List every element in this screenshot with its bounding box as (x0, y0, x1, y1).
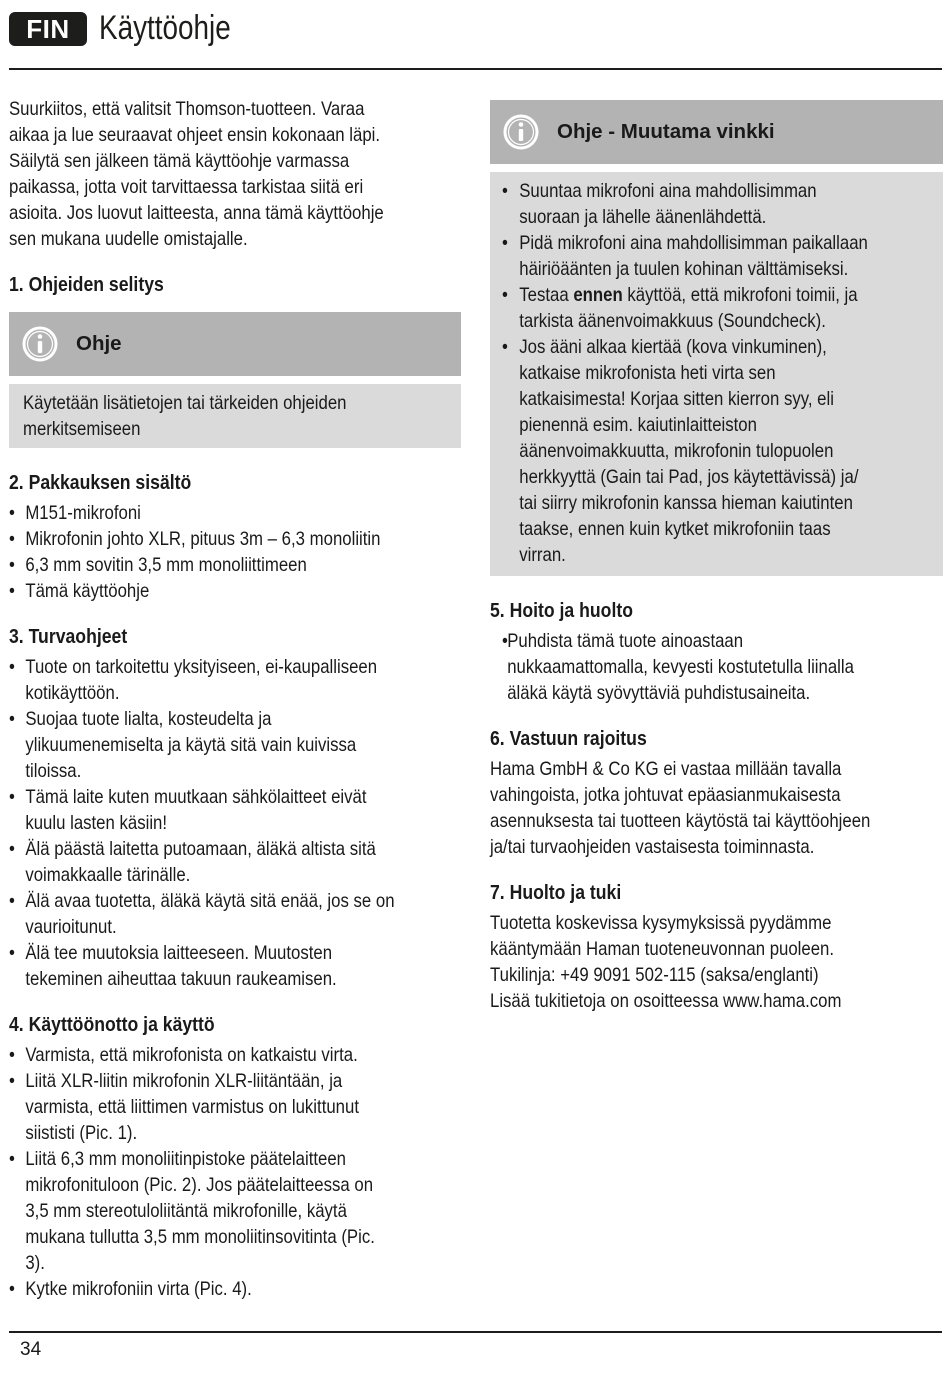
tip-text: Testaa (519, 284, 574, 306)
section-4-title: 4. Käyttöönotto ja käyttö (9, 1013, 215, 1036)
list-item: • Suuntaa mikrofoni aina mahdollisimman suoraan ja lähelle äänenlähdettä. (490, 178, 868, 230)
list-item: • Älä avaa tuotetta, äläkä käytä sitä enää, jos se on vaurioitunut. (9, 888, 398, 940)
list-item: • Kytke mikrofoniin virta (Pic. 4). (9, 1276, 398, 1302)
usage-list (9, 1042, 398, 1302)
page-number: 34 (20, 1339, 42, 1360)
tips-body (490, 172, 943, 576)
package-contents-list (9, 500, 398, 604)
liability-text: Hama GmbH & Co KG ei vastaa millään tavalla vahingoista, jotka johtuvat epäasianmukaisesta asennuksesta tai tuotteen käytöstä tai käyttöohjeen ja/tai turvaohjeiden vastaisesta toiminnasta. (490, 758, 871, 858)
list-item: • Liitä XLR-liitin mikrofonin XLR-liitäntään, ja varmista, että liittimen varmistus on lukittunut siististi (Pic. 1). (9, 1068, 398, 1146)
section-7-title: 7. Huolto ja tuki (490, 881, 622, 904)
info-icon (503, 114, 539, 150)
section-3-title: 3. Turvaohjeet (9, 625, 128, 648)
list-item: • Tämä käyttöohje (9, 578, 398, 604)
list-item: • 6,3 mm sovitin 3,5 mm monoliittimeen (9, 552, 398, 578)
list-item: • Pidä mikrofoni aina mahdollisimman paikallaan häiriöäänten ja tuulen kohinan välttämiseksi. (490, 230, 868, 282)
section-5-title: 5. Hoito ja huolto (490, 599, 633, 622)
list-item (490, 282, 868, 334)
list-item: • Jos ääni alkaa kiertää (kova vinkuminen), katkaise mikrofonista heti virta sen katkaisimesta! Korjaa sitten kierron syy, eli pienennä esim. kaiutinlaitteiston äänenvoimakkuutta, mikrofonin tulopuolen herkkyyttä (Gain tai Pad, jos käytettävissä) ja/ tai siirry mikrofonin kanssa hieman kaiutinten taakse, ennen kuin kytket mikrofoniin taas virran. (490, 334, 868, 568)
footer-rule (9, 1331, 942, 1333)
tip-emphasis: ennen (573, 284, 623, 306)
tips-list (490, 178, 868, 568)
right-column (490, 100, 943, 1014)
list-item: • Tämä laite kuten muutkaan sähkölaitteet eivät kuulu lasten käsiin! (9, 784, 398, 836)
note-text: Käytetään lisätietojen tai tärkeiden ohjeiden merkitsemiseen (23, 392, 347, 440)
section-2-title: 2. Pakkauksen sisältö (9, 471, 192, 494)
page-header (9, 9, 942, 68)
tips-header (490, 100, 943, 164)
support-line: Tuotetta koskevissa kysymyksissä pyydämme kääntymään Haman tuoteneuvonnan puoleen. (490, 912, 835, 960)
list-item: • Älä tee muutoksia laitteeseen. Muutosten tekeminen aiheuttaa takuun raukeamisen. (9, 940, 398, 992)
info-icon (22, 326, 58, 362)
left-column (9, 96, 461, 1322)
list-item: • Mikrofonin johto XLR, pituus 3m – 6,3 monoliitin (9, 526, 398, 552)
list-item: • Suojaa tuote lialta, kosteudelta ja ylikuumenemiselta ja käytä sitä vain kuivissa tiloissa. (9, 706, 398, 784)
tip-text: käyttöä, että mikrofoni toimii, ja tarkista äänenvoimakkuus (Soundcheck). (519, 284, 858, 332)
list-item: • M151-mikrofoni (9, 500, 398, 526)
list-item: • Liitä 6,3 mm monoliitinpistoke päätelaitteen mikrofonituloon (Pic. 2). Jos päätelaitteessa on 3,5 mm stereotuloliitäntä mikrofonille, käytä mukana tullutta 3,5 mm monoliitinsovitinta (Pic. 3). (9, 1146, 398, 1276)
list-item: • Varmista, että mikrofonista on katkaistu virta. (9, 1042, 398, 1068)
section-6-title: 6. Vastuun rajoitus (490, 727, 647, 750)
list-item: • Puhdista tämä tuote ainoastaan nukkaamattomalla, kevyesti kostutetulla liinalla äläkä käytä syövyttäviä puhdistusaineita. (490, 628, 868, 706)
tips-label: Ohje - Muutama vinkki (557, 120, 775, 143)
intro-paragraph: Suurkiitos, että valitsit Thomson-tuotteen. Varaa aikaa ja lue seuraavat ohjeet ensin kokonaan läpi. Säilytä sen jälkeen tämä käyttöohje varmassa paikassa, jotta voit tarvittaessa tarkistaa siitä eri asioita. Jos luovut laitteesta, anna tämä käyttöohje sen mukana uudelle omistajalle. (9, 98, 384, 250)
note-label: Ohje (76, 332, 122, 355)
safety-list (9, 654, 398, 992)
list-item: • Tuote on tarkoitettu yksityiseen, ei-kaupalliseen kotikäyttöön. (9, 654, 398, 706)
language-badge: FIN (9, 12, 87, 46)
note-header (9, 312, 461, 376)
support-line: Lisää tukitietoja on osoitteessa www.hama.com (490, 990, 842, 1012)
document-title: Käyttöohje (99, 9, 231, 47)
note-body (9, 384, 461, 448)
list-item: • Älä päästä laitetta putoamaan, äläkä altista sitä voimakkaalle tärinälle. (9, 836, 398, 888)
section-1-title: 1. Ohjeiden selitys (9, 273, 164, 296)
care-list (490, 628, 868, 706)
support-line: Tukilinja: +49 9091 502-115 (saksa/englanti) (490, 964, 819, 986)
header-rule (9, 68, 942, 70)
